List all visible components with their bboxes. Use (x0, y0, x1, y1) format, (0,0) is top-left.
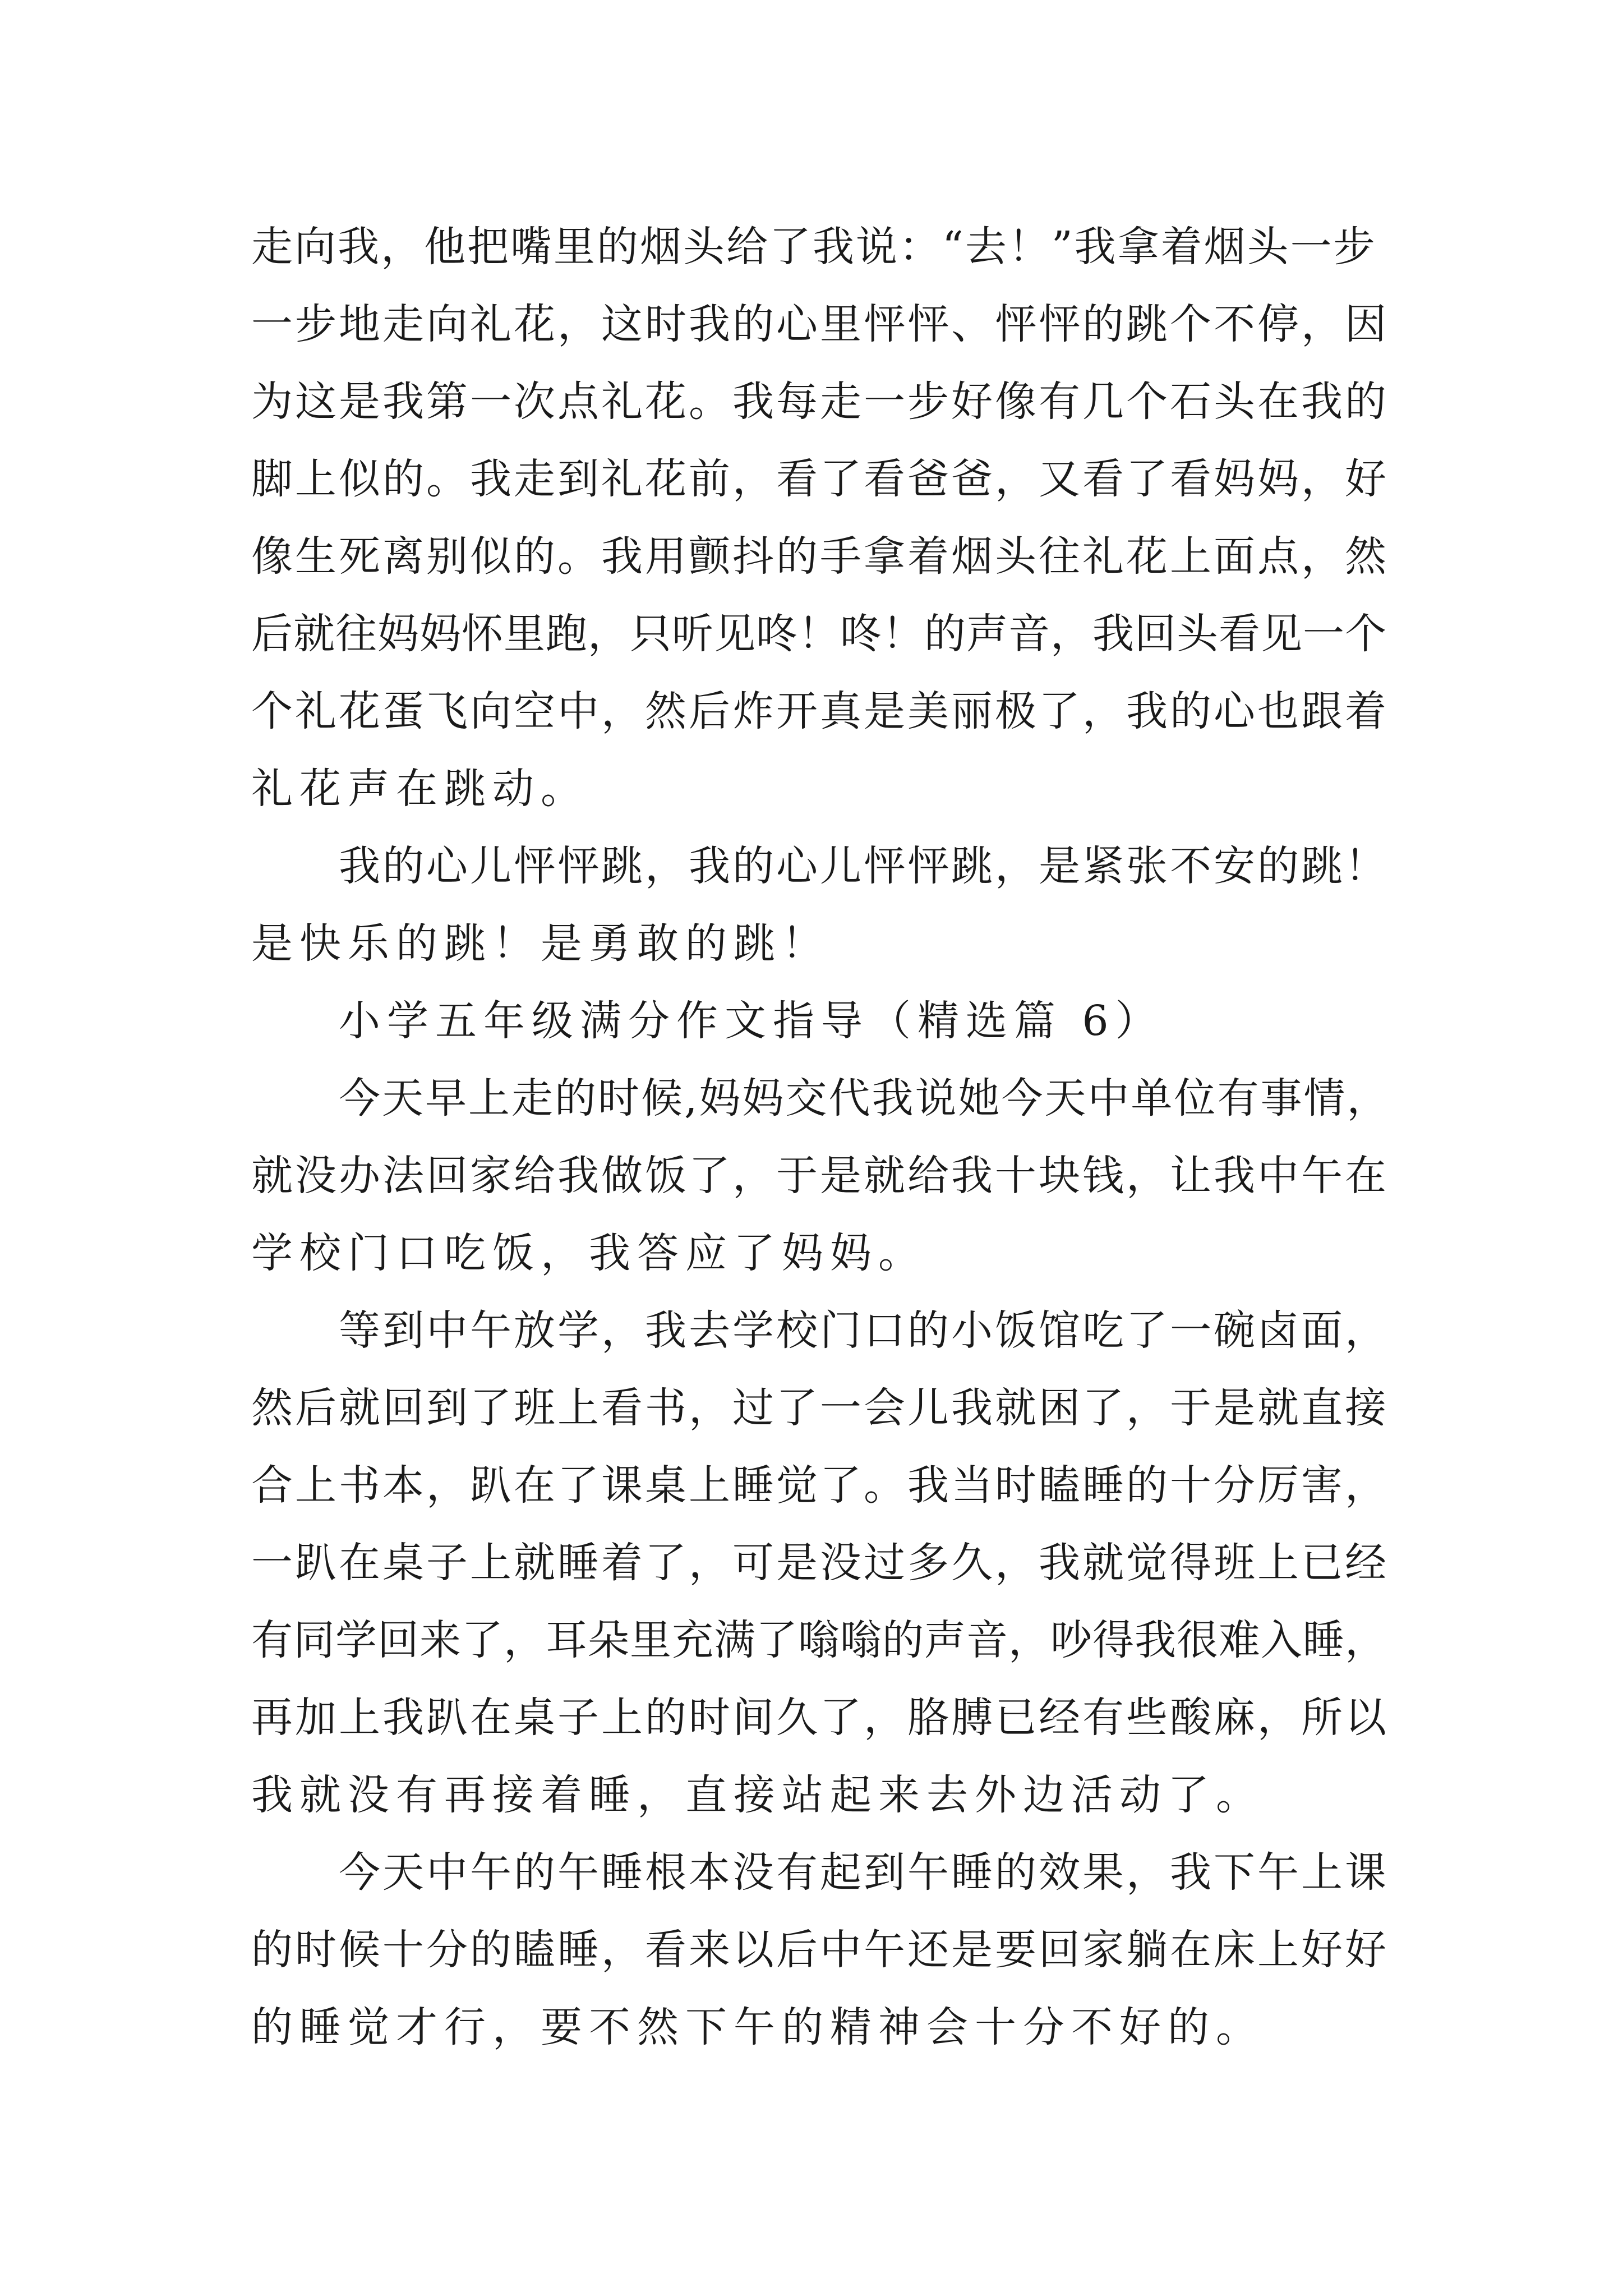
text-line: 合上书本，趴在了课桌上睡觉了。我当时瞌睡的十分厉害， (251, 1461, 1389, 1510)
text-line: 学校门口吃饭，我答应了妈妈。 (251, 1229, 926, 1277)
text-line: 的时候十分的瞌睡，看来以后中午还是要回家躺在床上好好 (251, 1926, 1389, 1974)
section-heading: 小学五年级满分作文指导（精选篇 6） (339, 997, 1164, 1045)
text-line: 走向我，他把嘴里的烟头给了我说：“去！”我拿着烟头一步 (251, 223, 1377, 271)
text-line: 有同学回来了，耳朵里充满了嗡嗡的声音，吵得我很难入睡， (251, 1616, 1387, 1664)
text-line: 然后就回到了班上看书，过了一会儿我就困了，于是就直接 (251, 1384, 1389, 1432)
text-line: 就没办法回家给我做饭了，于是就给我十块钱，让我中午在 (251, 1152, 1389, 1200)
text-line: 再加上我趴在桌子上的时间久了，胳膊已经有些酸麻，所以 (251, 1694, 1389, 1742)
paragraph-start-line: 今天中午的午睡根本没有起到午睡的效果，我下午上课 (339, 1848, 1389, 1897)
text-line: 是快乐的跳！是勇敢的跳！ (251, 919, 830, 968)
text-line: 为这是我第一次点礼花。我每走一步好像有几个石头在我的 (251, 378, 1389, 426)
text-line: 个礼花蛋飞向空中，然后炸开真是美丽极了，我的心也跟着 (251, 687, 1389, 735)
paragraph-start-line: 等到中午放学，我去学校门口的小饭馆吃了一碗卤面， (339, 1306, 1389, 1355)
text-line: 一步地走向礼花，这时我的心里怦怦、怦怦的跳个不停，因 (251, 300, 1389, 348)
paragraph-start-line: 今天早上走的时候,妈妈交代我说她今天中单位有事情， (339, 1074, 1390, 1122)
text-line: 一趴在桌子上就睡着了，可是没过多久，我就觉得班上已经 (251, 1539, 1389, 1587)
text-line: 我就没有再接着睡，直接站起来去外边活动了。 (251, 1771, 1264, 1819)
paragraph-start-line: 我的心儿怦怦跳，我的心儿怦怦跳，是紧张不安的跳！ (339, 842, 1389, 890)
text-line: 脚上似的。我走到礼花前，看了看爸爸，又看了看妈妈，好 (251, 455, 1389, 503)
text-line: 礼花声在跳动。 (251, 765, 589, 813)
text-line: 的睡觉才行，要不然下午的精神会十分不好的。 (251, 2003, 1264, 2051)
text-line: 像生死离别似的。我用颤抖的手拿着烟头往礼花上面点，然 (251, 532, 1389, 581)
text-line: 后就往妈妈怀里跑，只听见咚！咚！的声音，我回头看见一个 (251, 610, 1387, 658)
